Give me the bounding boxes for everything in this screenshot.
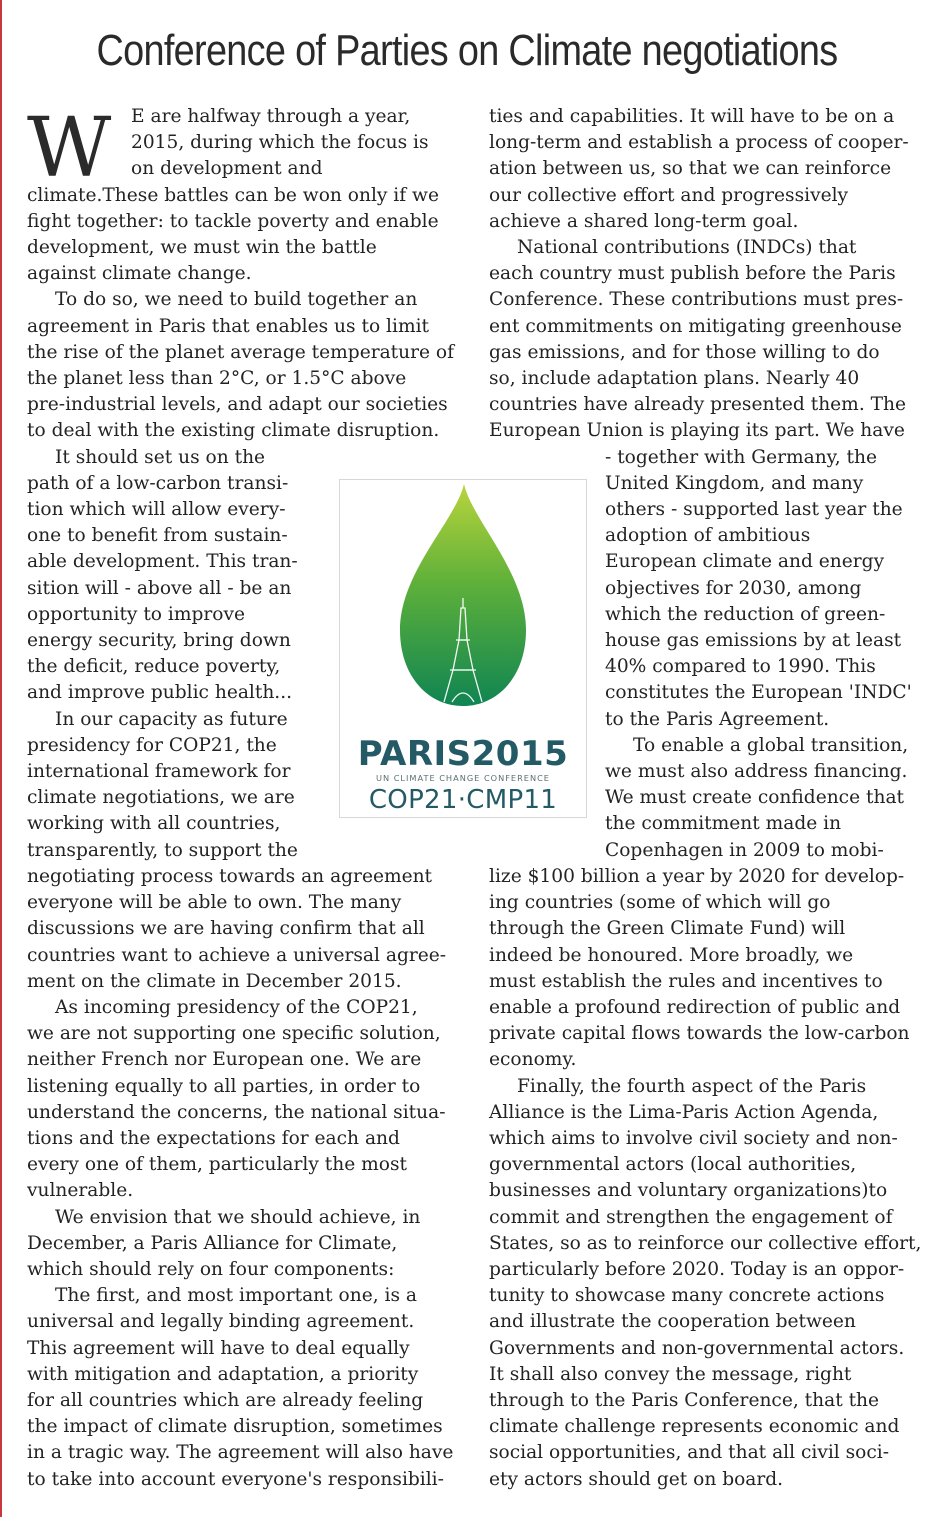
text-line: everyone will be able to own. The many xyxy=(27,892,402,914)
text-line: energy security, bring down xyxy=(27,630,291,652)
text-line: listening equally to all parties, in order to xyxy=(27,1075,421,1097)
text-line: agreement in Paris that enables us to limit xyxy=(27,315,429,337)
text-line: We must create confidence that xyxy=(605,787,905,809)
text-line: States, so as to reinforce our collective effort, xyxy=(489,1232,922,1254)
text-line: E are halfway through a year, xyxy=(131,106,411,127)
text-line: ety actors should get on board. xyxy=(489,1468,784,1490)
text-line: transparently, to support the xyxy=(27,839,298,861)
text-line: ent commitments on mitigating greenhouse xyxy=(489,315,902,337)
paragraph-2 xyxy=(27,287,467,444)
text-line: the planet less than 2°C, or 1.5°C above xyxy=(27,368,407,390)
text-line: with mitigation and adaptation, a priority xyxy=(27,1363,419,1385)
text-line: in a tragic way. The agreement will also have xyxy=(27,1442,454,1464)
text-line: It shall also convey the message, right xyxy=(489,1363,852,1385)
text-line: and illustrate the cooperation between xyxy=(489,1311,856,1333)
text-line: understand the concerns, the national situa- xyxy=(27,1101,446,1123)
paragraph-7 xyxy=(27,1283,467,1493)
text-line: constitutes the European 'INDC' xyxy=(605,682,912,704)
text-line: one to benefit from sustain- xyxy=(27,525,288,547)
text-line: which aims to involve civil society and non- xyxy=(489,1127,898,1149)
text-line: for all countries which are already feeling xyxy=(27,1389,424,1411)
text-line: to the Paris Agreement. xyxy=(605,708,830,730)
text-line: against climate change. xyxy=(27,263,252,285)
text-line: and improve public health... xyxy=(27,682,293,704)
text-line: This agreement will have to deal equally xyxy=(27,1337,410,1359)
text-line: others - supported last year the xyxy=(605,499,903,521)
text-line: To do so, we need to build together an xyxy=(55,289,418,311)
text-line: international framework for xyxy=(27,761,291,783)
text-line: European climate and energy xyxy=(605,551,885,573)
drop-cap: W xyxy=(27,101,112,196)
article-headline: Conference of Parties on Climate negotiations xyxy=(96,26,838,75)
text-line: December, a Paris Alliance for Climate, xyxy=(27,1232,398,1254)
text-line: National contributions (INDCs) that xyxy=(517,237,857,259)
text-line: vulnerable. xyxy=(27,1180,134,1202)
text-line: long-term and establish a process of cooper- xyxy=(489,132,909,154)
text-line: neither French nor European one. We are xyxy=(27,1049,422,1071)
paragraph-11 xyxy=(489,1074,929,1493)
text-line: each country must publish before the Paris xyxy=(489,263,896,285)
text-line: achieve a shared long-term goal. xyxy=(489,210,799,232)
text-line: Conference. These contributions must pres- xyxy=(489,289,904,311)
text-line: Governments and non-governmental actors. xyxy=(489,1337,905,1359)
text-line: to take into account everyone's responsibili- xyxy=(27,1468,444,1490)
text-line: United Kingdom, and many xyxy=(605,472,864,494)
cop21-logo xyxy=(339,479,587,818)
text-line: objectives for 2030, among xyxy=(605,577,862,599)
text-line: working with all countries, xyxy=(27,813,281,835)
text-line: pre-industrial levels, and adapt our societies xyxy=(27,394,448,416)
text-line: must establish the rules and incentives to xyxy=(489,970,883,992)
paragraph-6 xyxy=(27,1205,467,1284)
text-line: countries want to achieve a universal agree- xyxy=(27,944,447,966)
text-line: Copenhagen in 2009 to mobi- xyxy=(605,839,884,861)
logo-code: COP21·CMP11 xyxy=(368,785,558,815)
text-line: the rise of the planet average temperature of xyxy=(27,341,454,363)
text-line: on development and xyxy=(131,158,323,180)
paragraph-5 xyxy=(27,995,467,1205)
text-line: tunity to showcase many concrete actions xyxy=(489,1285,885,1307)
text-line: the deficit, reduce poverty, xyxy=(27,656,281,678)
text-line: particularly before 2020. Today is an oppor- xyxy=(489,1258,905,1280)
text-line: Alliance is the Lima-Paris Action Agenda, xyxy=(489,1101,879,1123)
text-line: every one of them, particularly the most xyxy=(27,1154,407,1176)
text-line: to deal with the existing climate disruption. xyxy=(27,420,440,442)
text-line: climate.These battles can be won only if we xyxy=(27,184,439,206)
text-line: lize $100 billion a year by 2020 for develop- xyxy=(489,865,905,887)
text-line: opportunity to improve xyxy=(27,603,245,625)
text-line: so, include adaptation plans. Nearly 40 xyxy=(489,368,860,390)
text-line: our collective effort and progressively xyxy=(489,184,849,206)
text-line: universal and legally binding agreement. xyxy=(27,1311,415,1333)
text-line: governmental actors (local authorities, xyxy=(489,1154,857,1176)
text-line: able development. This tran- xyxy=(27,551,298,573)
text-line: house gas emissions by at least xyxy=(605,630,902,652)
text-line: adoption of ambitious xyxy=(605,525,811,547)
paragraph-8 xyxy=(489,104,929,235)
text-line: businesses and voluntary organizations)to xyxy=(489,1180,888,1202)
text-line: negotiating process towards an agreement xyxy=(27,865,433,887)
text-line: enable a profound redirection of public and xyxy=(489,996,901,1018)
text-line: To enable a global transition, xyxy=(633,734,909,756)
text-line: ation between us, so that we can reinforce xyxy=(489,158,892,180)
text-line: As incoming presidency of the COP21, xyxy=(55,996,418,1018)
text-line: the impact of climate disruption, sometimes xyxy=(27,1416,443,1438)
text-line: ing countries (some of which will go xyxy=(489,892,831,914)
text-line: we must also address financing. xyxy=(605,761,908,783)
text-line: countries have already presented them. The xyxy=(489,394,907,416)
text-line: We envision that we should achieve, in xyxy=(55,1206,421,1228)
text-line: In our capacity as future xyxy=(55,708,288,730)
text-line: economy. xyxy=(489,1049,577,1071)
text-line: social opportunities, and that all civil soci- xyxy=(489,1442,890,1464)
text-line: through to the Paris Conference, that the xyxy=(489,1389,880,1411)
text-line: climate negotiations, we are xyxy=(27,787,295,809)
text-line: It should set us on the xyxy=(55,446,266,468)
text-line: which should rely on four components: xyxy=(27,1258,395,1280)
text-line: European Union is playing its part. We have xyxy=(489,420,905,442)
text-line: ties and capabilities. It will have to be on a xyxy=(489,106,895,127)
logo-subtitle: UN CLIMATE CHANGE CONFERENCE xyxy=(376,773,550,783)
text-line: discussions we are having confirm that all xyxy=(27,918,425,940)
text-line: - together with Germany, the xyxy=(605,446,877,468)
text-line: fight together: to tackle poverty and enable xyxy=(27,210,439,232)
text-line: indeed be honoured. More broadly, we xyxy=(489,944,854,966)
text-line: presidency for COP21, the xyxy=(27,734,277,756)
text-line: path of a low-carbon transi- xyxy=(27,472,289,494)
text-line: development, we must win the battle xyxy=(27,237,377,259)
text-line: we are not supporting one specific solution, xyxy=(27,1023,441,1045)
paragraph-1 xyxy=(27,183,467,288)
page-edge-rule xyxy=(0,0,2,1517)
text-line: private capital flows towards the low-carbon xyxy=(489,1023,910,1045)
text-line: The first, and most important one, is a xyxy=(55,1285,417,1307)
text-line: the commitment made in xyxy=(605,813,842,835)
text-line: which the reduction of green- xyxy=(605,603,886,625)
text-line: 2015, during which the focus is xyxy=(131,132,429,154)
text-line: Finally, the fourth aspect of the Paris xyxy=(517,1075,867,1097)
text-line: tion which will allow every- xyxy=(27,499,286,521)
text-line: tions and the expectations for each and xyxy=(27,1127,400,1149)
text-line: 40% compared to 1990. This xyxy=(605,656,876,678)
text-line: ment on the climate in December 2015. xyxy=(27,970,402,992)
text-line: through the Green Climate Fund) will xyxy=(489,918,846,940)
paragraph-1-firstlines xyxy=(27,104,467,183)
text-line: gas emissions, and for those willing to do xyxy=(489,341,880,363)
text-line: climate challenge represents economic and xyxy=(489,1416,900,1438)
logo-title: PARIS2015 xyxy=(357,734,569,774)
text-line: sition will - above all - be an xyxy=(27,577,292,599)
text-line: commit and strengthen the engagement of xyxy=(489,1206,893,1228)
